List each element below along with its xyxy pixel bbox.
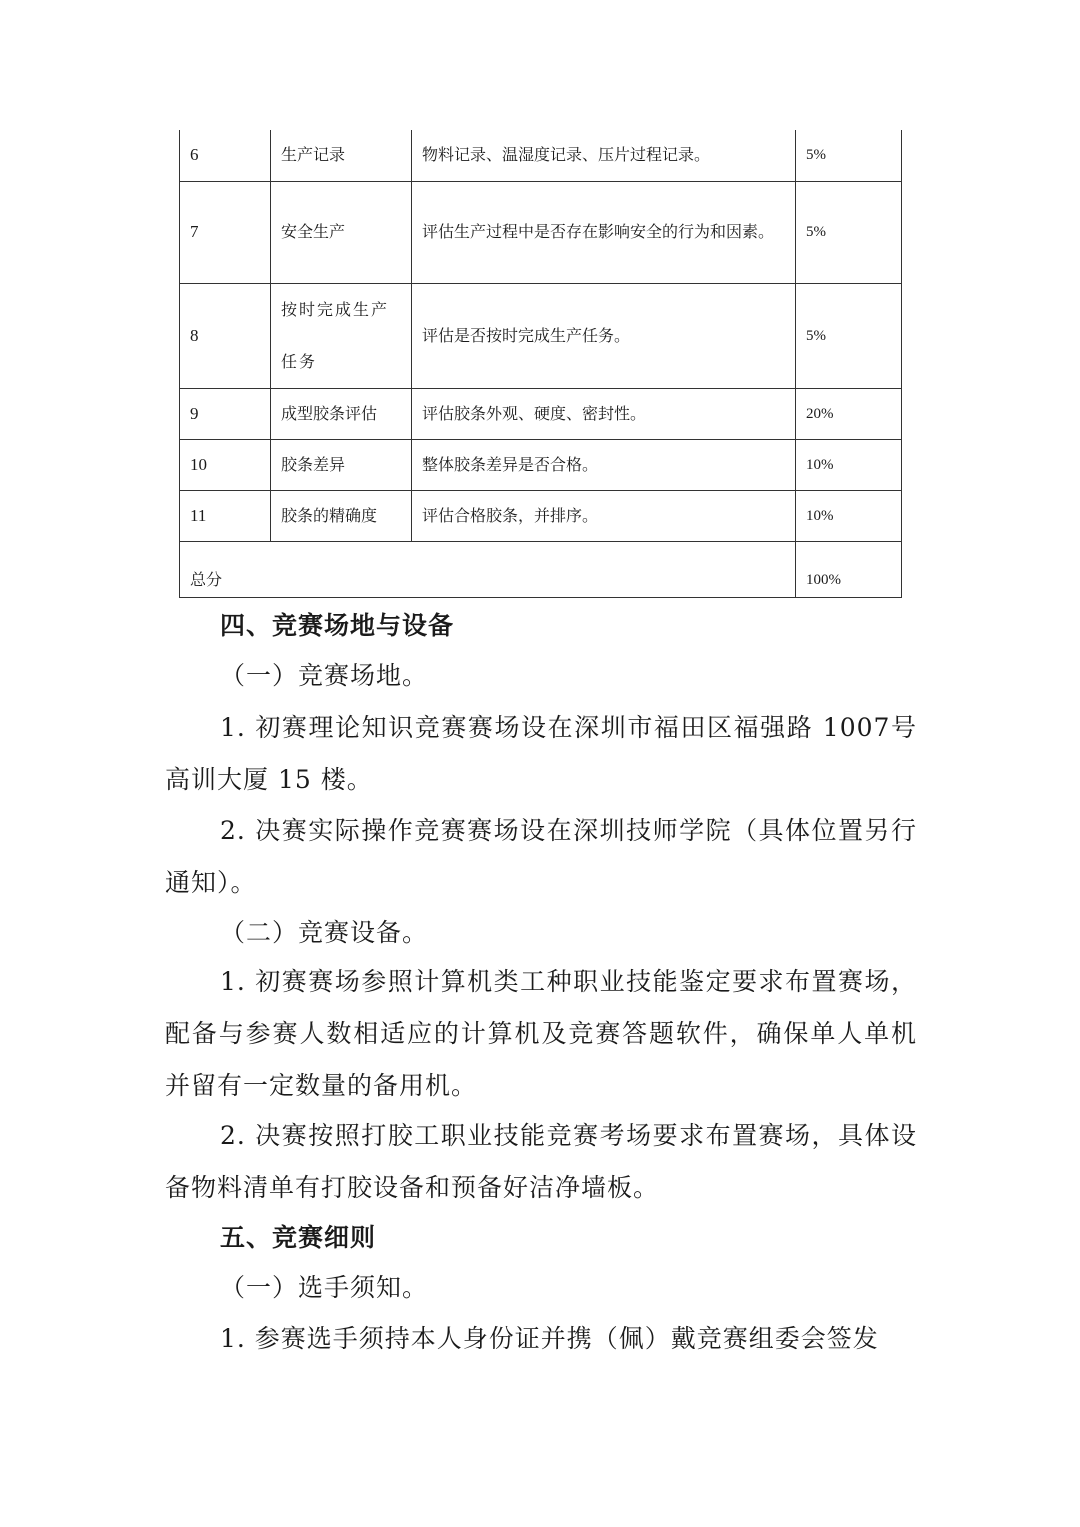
row-weight: 10%	[796, 490, 902, 541]
row-item: 生产记录	[271, 130, 412, 181]
scoring-table-grid	[179, 130, 902, 598]
table-row	[180, 388, 902, 439]
row-number: 9	[180, 388, 271, 439]
total-label: 总分	[180, 541, 796, 597]
section-5-sub-1: （一）选手须知。	[220, 1273, 429, 1302]
row-number: 7	[180, 181, 271, 283]
row-number: 6	[180, 130, 271, 181]
row-description: 评估合格胶条，并排序。	[412, 490, 796, 541]
section-4-para-1: 1. 初赛理论知识竞赛赛场设在深圳市福田区福强路 1007号高训大厦 15 楼。	[165, 713, 917, 794]
row-number: 11	[180, 490, 271, 541]
row-description: 整体胶条差异是否合格。	[412, 439, 796, 490]
row-weight: 5%	[796, 283, 902, 388]
row-description: 评估是否按时完成生产任务。	[412, 283, 796, 388]
row-description: 评估胶条外观、硬度、密封性。	[412, 388, 796, 439]
row-weight: 5%	[796, 130, 902, 181]
section-5-para-1: 1. 参赛选手须持本人身份证并携（佩）戴竞赛组委会签发	[220, 1324, 879, 1353]
table-row	[180, 439, 902, 490]
table-total-row	[180, 541, 902, 597]
table-row	[180, 283, 902, 388]
table-row	[180, 490, 902, 541]
section-4-sub-1: （一）竞赛场地。	[220, 661, 429, 690]
row-item: 成型胶条评估	[271, 388, 412, 439]
row-item: 按时完成生产任务	[271, 283, 412, 388]
section-4-para-4: 2. 决赛按照打胶工职业技能竞赛考场要求布置赛场，具体设备物料清单有打胶设备和预备好洁净墙板。	[165, 1121, 917, 1202]
row-number: 10	[180, 439, 271, 490]
table-row	[180, 181, 902, 283]
scoring-table	[179, 130, 901, 598]
section-4-sub-2: （二）竞赛设备。	[220, 918, 429, 947]
row-item: 胶条的精确度	[271, 490, 412, 541]
table-row	[180, 130, 902, 181]
row-description: 评估生产过程中是否存在影响安全的行为和因素。	[412, 181, 796, 283]
row-number: 8	[180, 283, 271, 388]
section-4-para-3: 1. 初赛赛场参照计算机类工种职业技能鉴定要求布置赛场，配备与参赛人数相适应的计算机及竞赛答题软件，确保单人单机并留有一定数量的备用机。	[165, 967, 917, 1100]
row-item: 胶条差异	[271, 439, 412, 490]
row-weight: 20%	[796, 388, 902, 439]
section-5-heading: 五、竞赛细则	[220, 1223, 377, 1252]
row-description: 物料记录、温湿度记录、压片过程记录。	[412, 130, 796, 181]
row-item: 安全生产	[271, 181, 412, 283]
row-weight: 5%	[796, 181, 902, 283]
total-value: 100%	[796, 541, 902, 597]
section-4-para-2: 2. 决赛实际操作竞赛赛场设在深圳技师学院（具体位置另行通知）。	[165, 816, 917, 897]
row-weight: 10%	[796, 439, 902, 490]
section-4-heading: 四、竞赛场地与设备	[220, 611, 455, 640]
